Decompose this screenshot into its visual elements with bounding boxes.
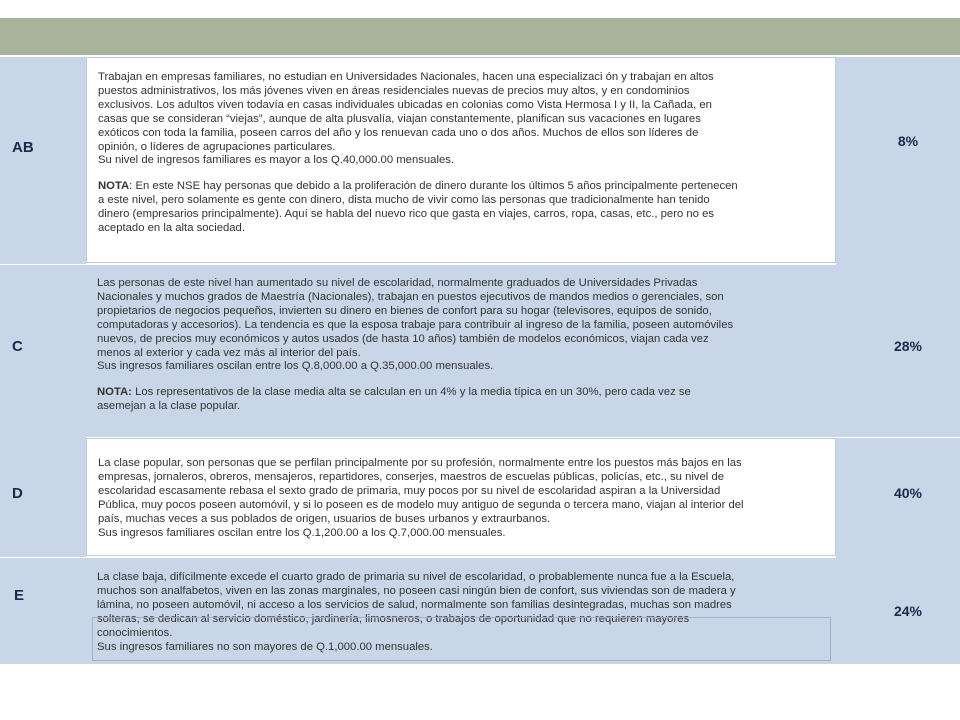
text-line: Sus ingresos familiares no son mayores de Q.1,000.00 mensuales. xyxy=(97,640,433,653)
text-line: lámina, no poseen automóvil, ni acceso a los servicios de salud, normalmente son familias desintegradas, muchas son madres xyxy=(97,598,732,611)
text-line: computadoras y accesorios). La tendencia es que la esposa trabaje para contribuir al ingreso de la familia, poseen automóviles xyxy=(97,318,734,331)
note-label: NOTA xyxy=(98,180,130,193)
row-divider xyxy=(0,264,86,265)
row-code-c: C xyxy=(12,338,23,355)
note-line: dinero (empresarios principalmente). Aquí se habla del nuevo rico que gasta en viajes, carros, ropa, casas, etc., pero no es xyxy=(98,208,715,221)
text-line: empresas, jornaleros, obreros, mensajeros, repartidores, conserjes, maestros de escuelas públicas, policías, etc., su nivel de xyxy=(98,470,725,483)
text-line: exóticos con toda la familia, poseen carros del año y los renuevan cada uno o dos años. Muchos de ellos son líderes de xyxy=(98,126,699,139)
text-line: solteras, se dedican al servicio doméstico, jardinería, limosneros, o trabajos de oportunidad que no requieren mayores xyxy=(97,612,690,625)
text-line: exclusivos. Los adultos viven todavía en casas individuales ubicadas en colonias como Vista Hermosa I y II, la Cañada, en xyxy=(98,98,712,111)
text-line: puestos administrativos, los más jóvenes viven en áreas residenciales nuevas de precios muy altos, y en condominios xyxy=(98,84,690,97)
row-code-d: D xyxy=(12,485,23,502)
note-line: aceptado en la alta sociedad. xyxy=(98,222,245,235)
header-bar xyxy=(0,18,960,55)
note-line: NOTA: En este NSE hay personas que debido a la proliferación de dinero durante los últimos 5 años principalmente pertenecen xyxy=(98,180,738,193)
note-label: NOTA: xyxy=(97,386,132,399)
text-line: La clase popular, son personas que se perfilan principalmente por su profesión, normalmente entre los puestos más bajos en las xyxy=(98,457,742,469)
text-line: conocimientos. xyxy=(97,626,173,639)
text-line: Trabajan en empresas familiares, no estudian en Universidades Nacionales, hacen una especializaci ón y trabajan en altos xyxy=(98,71,714,83)
row-divider xyxy=(836,437,960,438)
row-percent-ab: 8% xyxy=(897,133,919,149)
row-code-ab: AB xyxy=(12,139,34,156)
note-line: a este nivel, pero solamente es gente con dinero, dista mucho de vivir como las personas que tradicionalmente han tenido xyxy=(98,194,710,207)
text-line: Sus ingresos familiares oscilan entre los Q.1,200.00 a los Q.7,000.00 mensuales. xyxy=(98,526,506,539)
text-line: Sus ingresos familiares oscilan entre los Q.8,000.00 a Q.35,000.00 mensuales. xyxy=(97,360,494,373)
row-description-d xyxy=(86,438,836,556)
text-line: país, muchas veces a sus poblados de origen, usuarios de buses urbanos y extraurbanos. xyxy=(98,512,551,525)
row-description-ab xyxy=(86,57,836,263)
text-line: muchos son analfabetos, viven en las zonas marginales, no poseen casi ningún bien de confort, sus viviendas son de madera y xyxy=(97,584,736,597)
row-percent-c: 28% xyxy=(893,338,923,354)
text-line: Las personas de este nivel han aumentado su nivel de escolaridad, normalmente graduados de Universidades Privadas xyxy=(97,277,698,289)
inner-frame xyxy=(92,617,831,661)
text-line: La clase baja, difícilmente excede el cuarto grado de primaria su nivel de escolaridad, o probablemente nunca fue a la Escuela, xyxy=(97,571,735,583)
row-description-c xyxy=(86,265,836,437)
note-line: asemejan a la clase popular. xyxy=(97,400,241,413)
row-divider xyxy=(0,557,86,558)
text-line: Nacionales y muchos grados de Maestría (Nacionales), trabajan en puestos ejecutivos de mandos medios o gerenciales, son xyxy=(97,290,724,303)
text-line: casas que se consideran “viejas”, aunque de alta plusvalía, viajan constantemente, planifican sus vacaciones en lugares xyxy=(98,112,701,125)
text-line: nuevos, de precios muy económicos y autos usados (de hasta 10 años) también de modelos económicos, viajan cada vez xyxy=(97,332,709,345)
text-line: Pública, muy pocos poseen automóvil, y si lo poseen es de modelo muy antiguo de segunda o tercera mano, viajan al interior del xyxy=(98,498,744,511)
text-line: opinión, o líderes de agrupaciones particulares. xyxy=(98,140,336,153)
text-line: menos al exterior y cada vez más al interior del país. xyxy=(97,346,361,359)
row-percent-e: 24% xyxy=(893,603,923,619)
text-line: propietarios de negocios pequeños, invierten su dinero en bienes de confort para su hogar (televisores, equipos de sonido, xyxy=(97,304,712,317)
row-code-e: E xyxy=(14,587,25,604)
text-line: escolaridad escasamente rebasa el sexto grado de primaria, muy pocos por su nivel de escolaridad aspiran a la Universidad xyxy=(98,484,721,497)
note-line: NOTA: Los representativos de la clase media alta se calculan en un 4% y la media típica en un 30%, pero cada vez se xyxy=(97,386,691,399)
text-line: Su nivel de ingresos familiares es mayor a los Q.40,000.00 mensuales. xyxy=(98,154,455,167)
row-percent-d: 40% xyxy=(893,485,923,501)
